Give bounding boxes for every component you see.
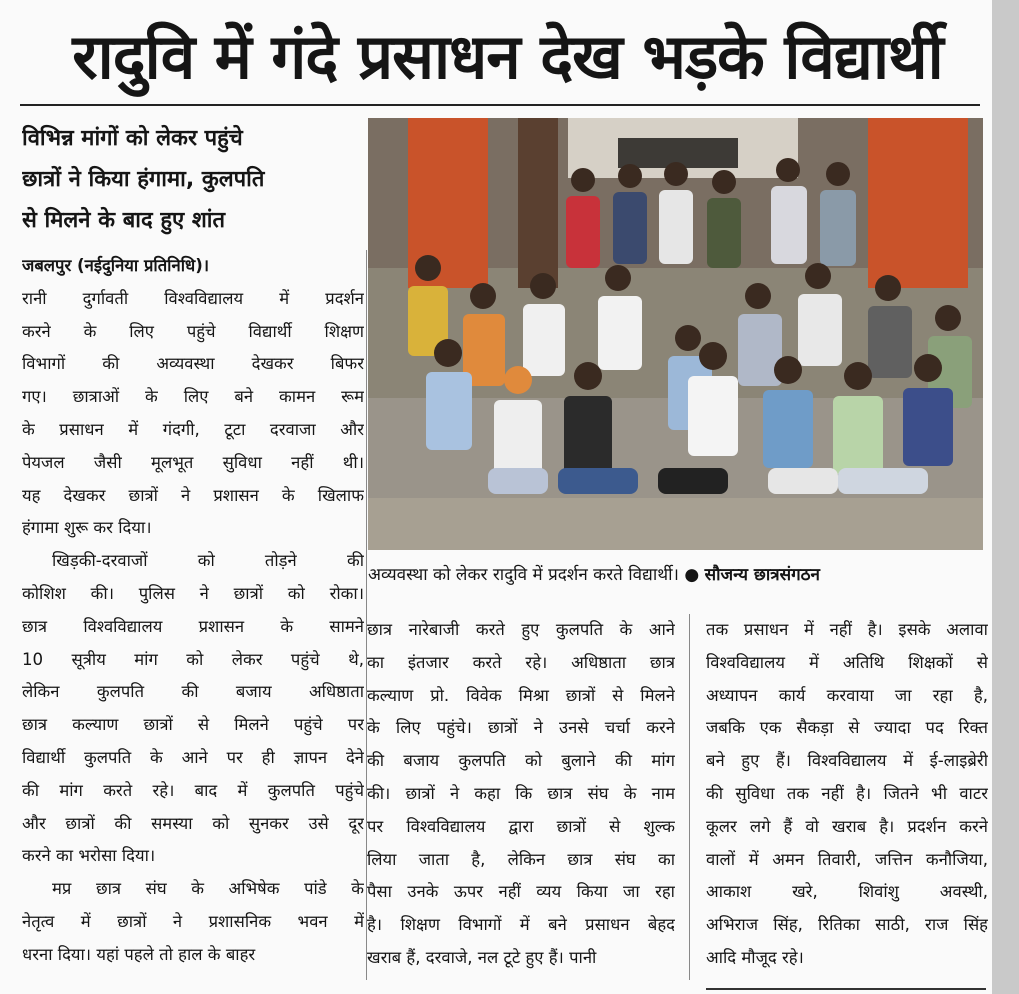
dateline: जबलपुर (नईदुनिया प्रतिनिधि)।	[22, 256, 210, 275]
text-line: हंगामा शुरू कर दिया।	[22, 518, 152, 538]
text-line: के प्रसाधन में गंदगी, टूटा दरवाजा और	[22, 419, 364, 439]
text-line: कोशिश की। पुलिस ने छात्रों को रोका।	[22, 583, 364, 603]
text-line: की मांग करते रहे। बाद में कुलपति पहुंचे	[22, 780, 364, 800]
text-line: विश्वविद्यालय में अतिथि शिक्षकों से	[706, 652, 988, 672]
article-column-3	[706, 614, 988, 975]
text-line: के लिए पहुंचे। छात्रों ने उनसे चर्चा करने	[367, 718, 675, 738]
text-line: छात्र कल्याण छात्रों से मिलने पहुंचे पर	[22, 715, 364, 735]
text-line: खराब हैं, दरवाजे, नल टूटे हुए हैं। पानी	[367, 947, 597, 967]
text-line: और छात्रों की समस्या को सुनकर उसे दूर	[22, 813, 364, 833]
text-line: विभागों की अव्यवस्था देखकर बिफर	[22, 354, 364, 374]
paragraph-2	[22, 545, 364, 873]
text-line: करने का भरोसा दिया।	[22, 846, 156, 866]
text-line: की बजाय कुलपति को बुलाने की मांग	[367, 751, 675, 771]
article-column-2	[367, 614, 675, 975]
text-line: वालों में अमन तिवारी, जत्तिन कनौजिया,	[706, 849, 988, 869]
text-line: नेतृत्व में छात्रों ने प्रशासनिक भवन में	[22, 911, 364, 931]
text-line: 10 सूत्रीय मांग को लेकर पहुंचे थे,	[22, 649, 364, 669]
end-rule	[706, 988, 986, 990]
subhead-line: से मिलने के बाद हुए शांत	[22, 208, 226, 233]
page-edge-shadow	[992, 0, 1019, 994]
text-line: करने के लिए पहुंचे विद्यार्थी शिक्षण	[22, 321, 364, 341]
text-line: बने हुए हैं। विश्वविद्यालय में ई-लाइब्रेरी	[706, 751, 988, 771]
text-line: पर विश्वविद्यालय द्वारा छात्रों से शुल्क	[367, 816, 675, 836]
text-line: धरना दिया। यहां पहले तो हाल के बाहर	[22, 944, 256, 964]
subhead	[22, 118, 342, 241]
text-line: छात्र नारेबाजी करते हुए कुलपति के आने	[367, 620, 675, 639]
paragraph-1	[22, 283, 364, 545]
column-divider	[689, 614, 690, 980]
text-line: जबकि एक सैकड़ा से ज्यादा पद रिक्त	[706, 718, 988, 738]
news-photo	[368, 118, 983, 550]
text-line: पेयजल जैसी मूलभूत सुविधा नहीं थी।	[22, 452, 364, 472]
text-line: लेकिन कुलपति की बजाय अधिष्ठाता	[22, 682, 364, 702]
students-protest-photo	[368, 118, 983, 550]
headline: रादुवि में गंदे प्रसाधन देख भड़के विद्यार्थी	[72, 20, 943, 93]
text-line: गए। छात्राओं के लिए बने कामन रूम	[22, 387, 364, 407]
text-line: की सुविधा तक नहीं है। जितने भी वाटर	[706, 783, 988, 803]
text-line: छात्र विश्वविद्यालय प्रशासन के सामने	[22, 616, 364, 636]
headline-rule	[20, 104, 980, 106]
text-line: अध्यापन कार्य करवाया जा रहा है,	[706, 685, 988, 705]
paragraph-3	[22, 873, 364, 971]
text-line: कल्याण प्रो. विवेक मिश्रा छात्रों से मिलने	[367, 685, 675, 705]
text-line: आकाश खरे, शिवांशु अवस्थी,	[706, 882, 988, 902]
text-line: पैसा उनके ऊपर नहीं व्यय किया जा रहा	[367, 882, 675, 902]
text-line: कूलर लगे हैं वो खराब है। प्रदर्शन करने	[706, 816, 988, 836]
text-line: लिया जाता है, लेकिन छात्र संघ का	[367, 849, 675, 869]
text-line: मप्र छात्र संघ के अभिषेक पांडे के	[52, 879, 364, 899]
text-line: अभिराज सिंह, रितिका साठी, राज सिंह	[706, 915, 988, 935]
photo-credit: सौजन्य छात्रसंगठन	[704, 565, 820, 585]
article-column-1	[22, 250, 364, 972]
text-line: आदि मौजूद रहे।	[706, 947, 804, 967]
text-line: का इंतजार करते रहे। अधिष्ठाता छात्र	[367, 652, 675, 672]
subhead-line: विभिन्न मांगों को लेकर पहुंचे	[22, 126, 243, 151]
credit-bullet-icon: ●	[684, 565, 700, 585]
text-line: है। शिक्षण विभागों में बने प्रसाधन बेहद	[367, 915, 675, 935]
text-line: खिड़की-दरवाजों को तोड़ने की	[52, 551, 364, 571]
text-line: तक प्रसाधन में नहीं है। इसके अलावा	[706, 620, 988, 639]
caption-text: अव्यवस्था को लेकर रादुवि में प्रदर्शन करते विद्यार्थी।	[368, 565, 679, 585]
text-line: विद्यार्थी कुलपति के आने पर ही ज्ञापन देने	[22, 747, 364, 767]
text-line: यह देखकर छात्रों ने प्रशासन के खिलाफ	[22, 485, 364, 505]
subhead-line: छात्रों ने किया हंगामा, कुलपति	[22, 167, 265, 192]
text-line: रानी दुर्गावती विश्वविद्यालय में प्रदर्शन	[22, 288, 364, 308]
text-line: की। छात्रों ने कहा कि छात्र संघ के नाम	[367, 783, 675, 803]
photo-caption	[368, 562, 988, 588]
